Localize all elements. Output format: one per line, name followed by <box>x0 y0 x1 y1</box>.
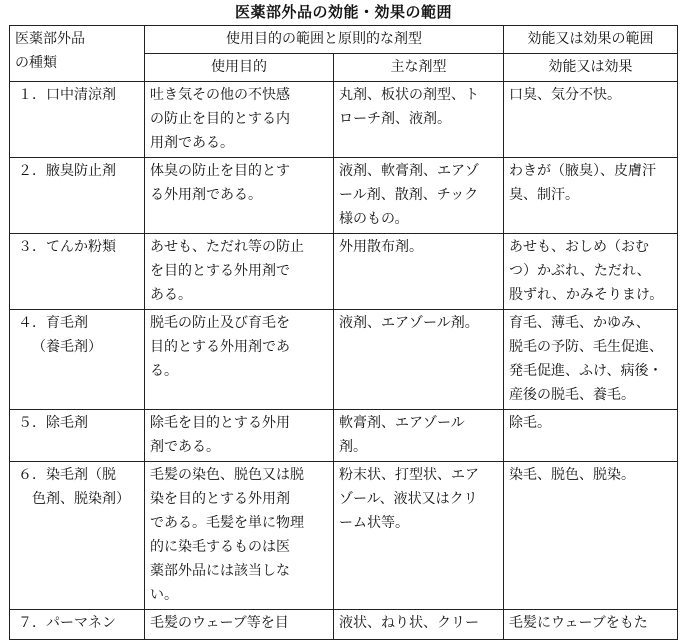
table-body <box>10 82 678 640</box>
purpose-cell <box>145 234 334 310</box>
header-purpose-group-cell: 使用目的の範囲と原則的な剤型 <box>145 26 504 54</box>
category-cell <box>10 610 145 640</box>
header-effect-group-cell: 効能又は効果の範囲 <box>504 26 678 54</box>
table-row <box>10 610 678 640</box>
header-category-cell <box>10 26 145 82</box>
purpose-cell <box>145 82 334 158</box>
effect-line: 毛髪にウェーブをもた <box>509 615 648 631</box>
purpose-line: 目的とする外用剤であ <box>150 339 290 355</box>
effect-cell <box>504 82 678 158</box>
effect-line: 発毛促進、ふけ、病後・ <box>509 363 663 379</box>
purpose-line: あせも、ただれ等の防止 <box>150 239 304 255</box>
purpose-line: 毛髪のウェーブ等を目 <box>150 615 289 631</box>
effect-cell <box>504 234 678 310</box>
category-line: ７．パーマネン <box>18 615 116 631</box>
category-cell <box>10 410 145 462</box>
purpose-line: 体臭の防止を目的とす <box>150 163 290 179</box>
purpose-line: を目的とする外用剤で <box>150 263 290 279</box>
header-form-cell: 主な剤型 <box>334 54 504 82</box>
form-cell <box>334 610 504 640</box>
form-cell <box>334 234 504 310</box>
purpose-line: 脱毛の防止及び育毛を <box>150 315 290 331</box>
form-line: 粉末状、打型状、エア <box>339 467 479 483</box>
form-cell <box>334 82 504 158</box>
form-line: 剤。 <box>339 439 367 455</box>
table-row <box>10 234 678 310</box>
effect-cell <box>504 610 678 640</box>
category-cell <box>10 82 145 158</box>
category-line: （養毛剤） <box>32 339 102 355</box>
purpose-line: 薬部外品には該当しな <box>150 563 290 579</box>
header-category-line: 医薬部外品 <box>15 31 85 47</box>
category-line: ４．育毛剤 <box>18 315 88 331</box>
purpose-line: 毛髪の染色、脱色又は脱 <box>150 467 304 483</box>
form-line: 軟膏剤、エアゾール <box>339 415 465 431</box>
form-line: 液状、ねり状、クリー <box>339 615 479 631</box>
header-effect-cell: 効能又は効果 <box>504 54 678 82</box>
purpose-line: 除毛を目的とする外用 <box>150 415 290 431</box>
effect-line: 染毛、脱色、脱染。 <box>509 467 635 483</box>
header-category-line: の種類 <box>15 55 57 71</box>
category-cell <box>10 234 145 310</box>
category-cell <box>10 462 145 610</box>
effect-line: 口臭、気分不快。 <box>509 87 621 103</box>
form-cell <box>334 410 504 462</box>
purpose-line: ある。 <box>150 287 192 303</box>
form-cell <box>334 462 504 610</box>
category-line: ６．染毛剤（脱 <box>18 467 116 483</box>
effect-line: 育毛、薄毛、かゆみ、 <box>509 315 650 331</box>
effect-cell <box>504 158 678 234</box>
purpose-line: 的に染毛するものは医 <box>150 539 290 555</box>
form-cell <box>334 310 504 410</box>
form-cell <box>334 158 504 234</box>
effect-line: つ）かぶれ、ただれ、 <box>509 263 651 279</box>
form-line: 丸剤、板状の剤型、ト <box>339 87 479 103</box>
category-line: ５．除毛剤 <box>18 415 88 431</box>
effect-line: 除毛。 <box>509 415 551 431</box>
table-row <box>10 158 678 234</box>
form-line: ーム状等。 <box>339 515 409 531</box>
table-row <box>10 410 678 462</box>
purpose-line: 染を目的とする外用剤 <box>150 491 290 507</box>
purpose-line: の防止を目的とする内 <box>150 111 290 127</box>
purpose-line: 剤である。 <box>150 439 220 455</box>
form-line: ゾール、液状又はクリ <box>339 491 478 507</box>
table-row <box>10 310 678 410</box>
effect-cell <box>504 462 678 610</box>
category-line: 色剤、脱染剤） <box>32 491 130 507</box>
form-line: 外用散布剤。 <box>339 239 423 255</box>
purpose-cell <box>145 462 334 610</box>
purpose-cell <box>145 410 334 462</box>
purpose-line: い。 <box>150 587 178 603</box>
form-line: 様のもの。 <box>339 211 409 227</box>
table-row <box>10 82 678 158</box>
effect-line: 臭、制汗。 <box>509 187 579 203</box>
category-line: ２．腋臭防止剤 <box>18 163 116 179</box>
purpose-line: る。 <box>150 363 178 379</box>
effect-cell <box>504 310 678 410</box>
document-title: 医薬部外品の効能・効果の範囲 <box>234 3 452 21</box>
effect-cell <box>504 410 678 462</box>
purpose-cell <box>145 310 334 410</box>
effect-line: 股ずれ、かみそりまけ。 <box>509 287 664 303</box>
form-line: ローチ剤、液剤。 <box>339 111 451 127</box>
header-purpose-cell: 使用目的 <box>145 54 334 82</box>
form-line: ール剤、散剤、チック <box>339 187 479 203</box>
purpose-line: 吐き気その他の不快感 <box>150 87 290 103</box>
effect-line: わきが（腋臭）、皮膚汗 <box>509 163 656 179</box>
header-row-group <box>10 26 678 54</box>
efficacy-table <box>9 25 678 640</box>
category-line: １．口中清涼剤 <box>18 87 116 103</box>
purpose-line: る外用剤である。 <box>150 187 262 203</box>
purpose-line: である。毛髪を単に物理 <box>150 515 304 531</box>
purpose-line: 用剤である。 <box>150 135 234 151</box>
form-line: 液剤、軟膏剤、エアゾ <box>339 163 479 179</box>
table-row <box>10 462 678 610</box>
category-cell <box>10 158 145 234</box>
effect-line: あせも、おしめ（おむ <box>509 239 649 255</box>
purpose-cell <box>145 610 334 640</box>
form-line: 液剤、エアゾール剤。 <box>339 315 479 331</box>
purpose-cell <box>145 158 334 234</box>
category-cell <box>10 310 145 410</box>
effect-line: 産後の脱毛、養毛。 <box>509 387 635 403</box>
category-line: ３．てんか粉類 <box>18 239 116 255</box>
effect-line: 脱毛の予防、毛生促進、 <box>509 339 663 355</box>
